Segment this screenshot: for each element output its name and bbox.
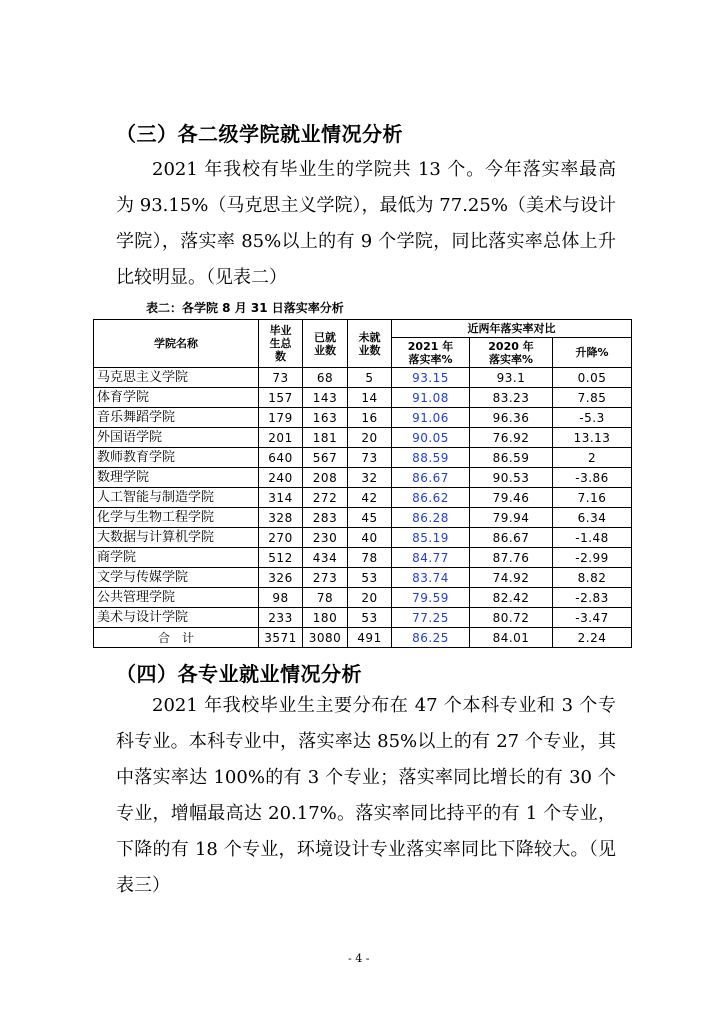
total-change: 2.24 bbox=[553, 628, 632, 648]
employed-cell: 68 bbox=[303, 368, 348, 388]
employed-cell: 273 bbox=[303, 568, 348, 588]
header-graduates bbox=[259, 320, 303, 368]
unemployed-cell: 45 bbox=[348, 508, 392, 528]
unemployed-cell: 78 bbox=[348, 548, 392, 568]
table-row bbox=[94, 568, 632, 588]
table-row bbox=[94, 388, 632, 408]
change-cell: 8.82 bbox=[553, 568, 632, 588]
rate2020-cell: 74.92 bbox=[470, 568, 553, 588]
college-name-cell: 文学与传媒学院 bbox=[94, 568, 259, 588]
rate2021-cell: 88.59 bbox=[392, 448, 470, 468]
paragraph-line: 为 93.15%（马克思主义学院），最低为 77.25%（美术与设计 bbox=[116, 195, 616, 216]
change-cell: -2.99 bbox=[553, 548, 632, 568]
table-row bbox=[94, 428, 632, 448]
rate2020-cell: 82.42 bbox=[470, 588, 553, 608]
change-cell: -1.48 bbox=[553, 528, 632, 548]
table-row bbox=[94, 608, 632, 628]
employed-cell: 567 bbox=[303, 448, 348, 468]
total-label: 合 计 bbox=[94, 628, 259, 648]
change-cell: 13.13 bbox=[553, 428, 632, 448]
paragraph-line: 2021 年我校有毕业生的学院共 13 个。今年落实率最高 bbox=[152, 159, 616, 180]
rate2021-cell: 86.67 bbox=[392, 468, 470, 488]
total-rate2020: 84.01 bbox=[470, 628, 553, 648]
total-unemployed: 491 bbox=[348, 628, 392, 648]
paragraph-line: 比较明显。（见表二） bbox=[116, 267, 287, 288]
header-employed-label: 已就业数 bbox=[314, 330, 336, 357]
table-row bbox=[94, 528, 632, 548]
employed-cell: 283 bbox=[303, 508, 348, 528]
employed-cell: 78 bbox=[303, 588, 348, 608]
employed-cell: 272 bbox=[303, 488, 348, 508]
rate2020-cell: 90.53 bbox=[470, 468, 553, 488]
change-cell: -5.3 bbox=[553, 408, 632, 428]
table-row bbox=[94, 508, 632, 528]
rate2020-cell: 79.94 bbox=[470, 508, 553, 528]
table-row bbox=[94, 488, 632, 508]
section4-heading: （四）各专业就业情况分析 bbox=[116, 662, 362, 686]
change-cell: -3.47 bbox=[553, 608, 632, 628]
change-cell: -3.86 bbox=[553, 468, 632, 488]
total-graduates: 3571 bbox=[259, 628, 303, 648]
rate2021-cell: 90.05 bbox=[392, 428, 470, 448]
unemployed-cell: 16 bbox=[348, 408, 392, 428]
graduates-cell: 201 bbox=[259, 428, 303, 448]
page-number: - 4 - bbox=[348, 952, 370, 965]
graduates-cell: 512 bbox=[259, 548, 303, 568]
rate2021-cell: 86.62 bbox=[392, 488, 470, 508]
paragraph-line: 科专业。本科专业中，落实率达 85%以上的有 27 个专业，其 bbox=[116, 731, 616, 752]
graduates-cell: 326 bbox=[259, 568, 303, 588]
section4-paragraph bbox=[116, 688, 616, 904]
section3-heading: （三）各二级学院就业情况分析 bbox=[116, 122, 403, 146]
table-row bbox=[94, 408, 632, 428]
unemployed-cell: 53 bbox=[348, 608, 392, 628]
graduates-cell: 640 bbox=[259, 448, 303, 468]
college-name-cell: 外国语学院 bbox=[94, 428, 259, 448]
total-employed: 3080 bbox=[303, 628, 348, 648]
table-row bbox=[94, 448, 632, 468]
paragraph-line: 表三） bbox=[116, 875, 170, 896]
rate2021-cell: 91.06 bbox=[392, 408, 470, 428]
header-college: 学院名称 bbox=[94, 320, 259, 368]
college-name-cell: 商学院 bbox=[94, 548, 259, 568]
employed-cell: 180 bbox=[303, 608, 348, 628]
rate2020-cell: 80.72 bbox=[470, 608, 553, 628]
rate2020-cell: 79.46 bbox=[470, 488, 553, 508]
rate2020-cell: 76.92 bbox=[470, 428, 553, 448]
college-name-cell: 数理学院 bbox=[94, 468, 259, 488]
rate2021-cell: 91.08 bbox=[392, 388, 470, 408]
graduates-cell: 73 bbox=[259, 368, 303, 388]
unemployed-cell: 14 bbox=[348, 388, 392, 408]
change-cell: 6.34 bbox=[553, 508, 632, 528]
rate2021-cell: 83.74 bbox=[392, 568, 470, 588]
rate2021-cell: 85.19 bbox=[392, 528, 470, 548]
rate2020-cell: 83.23 bbox=[470, 388, 553, 408]
graduates-cell: 314 bbox=[259, 488, 303, 508]
graduates-cell: 240 bbox=[259, 468, 303, 488]
college-rate-table bbox=[93, 319, 632, 648]
total-row bbox=[94, 628, 632, 648]
graduates-cell: 98 bbox=[259, 588, 303, 608]
total-rate2021: 86.25 bbox=[392, 628, 470, 648]
header-rate2020 bbox=[470, 338, 553, 368]
graduates-cell: 157 bbox=[259, 388, 303, 408]
table-row bbox=[94, 368, 632, 388]
employed-cell: 208 bbox=[303, 468, 348, 488]
paragraph-line: 学院），落实率 85%以上的有 9 个学院，同比落实率总体上升 bbox=[116, 231, 616, 252]
rate2021-cell: 77.25 bbox=[392, 608, 470, 628]
rate2021-cell: 79.59 bbox=[392, 588, 470, 608]
employed-cell: 230 bbox=[303, 528, 348, 548]
change-cell: 0.05 bbox=[553, 368, 632, 388]
college-name-cell: 公共管理学院 bbox=[94, 588, 259, 608]
college-name-cell: 化学与生物工程学院 bbox=[94, 508, 259, 528]
table-row bbox=[94, 468, 632, 488]
paragraph-line: 2021 年我校毕业生主要分布在 47 个本科专业和 3 个专 bbox=[152, 695, 616, 716]
employed-cell: 434 bbox=[303, 548, 348, 568]
header-unemployed bbox=[348, 320, 392, 368]
rate2020-cell: 86.59 bbox=[470, 448, 553, 468]
header-rate2020-label: 2020 年落实率% bbox=[488, 339, 534, 366]
college-name-cell: 美术与设计学院 bbox=[94, 608, 259, 628]
unemployed-cell: 32 bbox=[348, 468, 392, 488]
employed-cell: 181 bbox=[303, 428, 348, 448]
rate2020-cell: 86.67 bbox=[470, 528, 553, 548]
graduates-cell: 328 bbox=[259, 508, 303, 528]
graduates-cell: 179 bbox=[259, 408, 303, 428]
unemployed-cell: 73 bbox=[348, 448, 392, 468]
rate2021-cell: 93.15 bbox=[392, 368, 470, 388]
unemployed-cell: 5 bbox=[348, 368, 392, 388]
header-rate2021 bbox=[392, 338, 470, 368]
header-employed bbox=[303, 320, 348, 368]
header-comparison: 近两年落实率对比 bbox=[392, 320, 632, 338]
rate2020-cell: 93.1 bbox=[470, 368, 553, 388]
paragraph-line: 中落实率达 100%的有 3 个专业；落实率同比增长的有 30 个 bbox=[116, 767, 616, 788]
graduates-cell: 233 bbox=[259, 608, 303, 628]
change-cell: 2 bbox=[553, 448, 632, 468]
unemployed-cell: 20 bbox=[348, 588, 392, 608]
table-row bbox=[94, 548, 632, 568]
college-name-cell: 马克思主义学院 bbox=[94, 368, 259, 388]
header-graduates-label: 毕业生总数 bbox=[269, 324, 292, 363]
rate2020-cell: 96.36 bbox=[470, 408, 553, 428]
table-caption: 表二：各学院 8 月 31 日落实率分析 bbox=[146, 301, 344, 315]
employed-cell: 143 bbox=[303, 388, 348, 408]
college-name-cell: 音乐舞蹈学院 bbox=[94, 408, 259, 428]
change-cell: 7.16 bbox=[553, 488, 632, 508]
unemployed-cell: 20 bbox=[348, 428, 392, 448]
college-name-cell: 大数据与计算机学院 bbox=[94, 528, 259, 548]
college-name-cell: 教师教育学院 bbox=[94, 448, 259, 468]
unemployed-cell: 42 bbox=[348, 488, 392, 508]
header-rate2021-label: 2021 年落实率% bbox=[407, 339, 454, 366]
rate2020-cell: 87.76 bbox=[470, 548, 553, 568]
table-row bbox=[94, 588, 632, 608]
paragraph-line: 专业，增幅最高达 20.17%。落实率同比持平的有 1 个专业， bbox=[116, 803, 616, 824]
section3-paragraph bbox=[116, 152, 616, 296]
graduates-cell: 270 bbox=[259, 528, 303, 548]
rate2021-cell: 86.28 bbox=[392, 508, 470, 528]
change-cell: -2.83 bbox=[553, 588, 632, 608]
unemployed-cell: 40 bbox=[348, 528, 392, 548]
header-unemployed-label: 未就业数 bbox=[358, 330, 381, 357]
rate2021-cell: 84.77 bbox=[392, 548, 470, 568]
unemployed-cell: 53 bbox=[348, 568, 392, 588]
college-name-cell: 体育学院 bbox=[94, 388, 259, 408]
college-name-cell: 人工智能与制造学院 bbox=[94, 488, 259, 508]
header-change: 升降% bbox=[553, 338, 632, 368]
paragraph-line: 下降的有 18 个专业，环境设计专业落实率同比下降较大。（见 bbox=[116, 839, 616, 860]
employed-cell: 163 bbox=[303, 408, 348, 428]
change-cell: 7.85 bbox=[553, 388, 632, 408]
table-body bbox=[94, 368, 632, 628]
